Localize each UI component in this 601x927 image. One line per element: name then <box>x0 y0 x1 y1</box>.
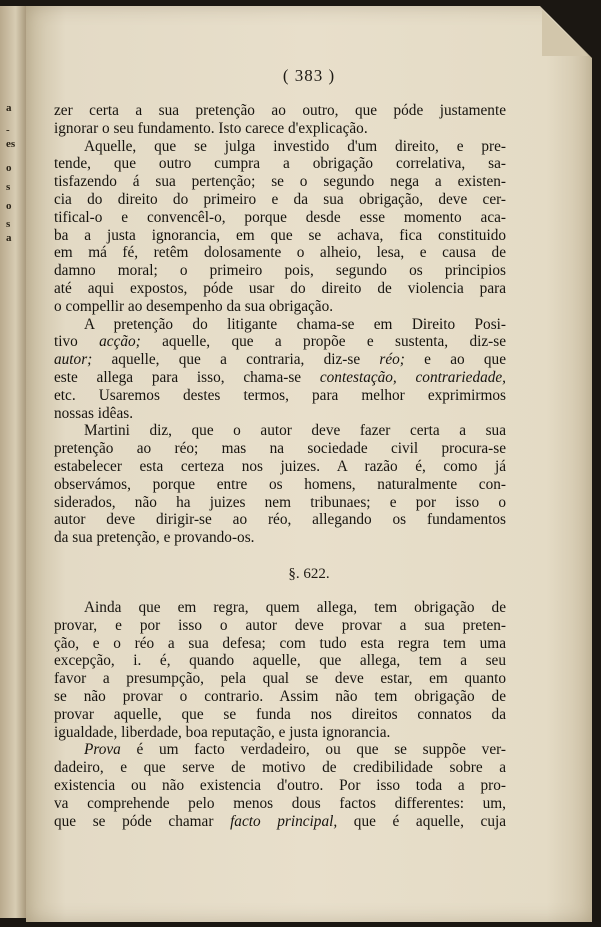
italic-term: autor; <box>54 351 93 369</box>
text-line <box>54 227 506 245</box>
text-line <box>54 155 506 173</box>
text-line <box>54 529 506 547</box>
text-run: aquelle, que a propõe e sustenta, diz-se <box>140 333 506 351</box>
text-line <box>54 138 506 156</box>
page-number: ( 383 ) <box>282 66 336 85</box>
left-margin-fragment: a <box>6 102 12 114</box>
left-margin-fragment: - <box>6 124 10 136</box>
text-line <box>54 280 506 298</box>
text-run: em má fé, retêm dolosamente o alheio, lesa, e causa de <box>54 244 506 262</box>
text-run: Martini diz, que o autor deve fazer certa a sua <box>84 422 506 440</box>
text-run: tivo <box>54 333 100 351</box>
text-line <box>54 387 506 405</box>
text-run: pretenção ao réo; mas na sociedade civil procura-se <box>54 440 506 458</box>
text-run: se não provar o contrario. Assim não tem obrigação de <box>54 687 506 705</box>
text-run: existencia ou não existencia d'outro. Por isso toda a pro- <box>54 776 506 794</box>
text-run: aquelle, que a contraria, diz-se <box>92 351 380 369</box>
text-line <box>54 777 506 795</box>
italic-term: facto principal, <box>230 812 338 830</box>
italic-term: contestação, contrariedade, <box>319 368 507 386</box>
text-line <box>54 244 506 262</box>
text-line <box>54 316 506 334</box>
text-run: provar aquelle, que se funda nos direitos connatos da <box>54 705 506 723</box>
text-run: que é aquelle, cuja <box>337 812 507 830</box>
text-run: estabelecer esta certeza nos juizes. A razão é, como já <box>54 457 506 475</box>
text-run: tende, que outro cumpra a obrigação correlativa, sa- <box>54 155 506 173</box>
text-run: nossas idêas. <box>54 404 134 422</box>
text-run: até aqui expostos, póde usar do direito de violencia para <box>54 279 506 297</box>
text-run: va comprehende pelo menos dous factos differentes: um, <box>54 794 506 812</box>
text-line <box>54 599 506 617</box>
text-run: dadeiro, e que serve de motivo de credibilidade sobre a <box>54 759 506 777</box>
text-run: tifical-o e convencêl-o, porque desde esse momento aca- <box>54 208 506 226</box>
text-run: Ainda que em regra, quem allega, tem obrigação de <box>84 599 506 616</box>
text-line <box>54 813 506 831</box>
text-run: da sua pretenção, e provando-os. <box>54 529 255 547</box>
text-run: o compellir ao desempenho da sua obrigação. <box>54 297 334 315</box>
left-margin-fragment: es <box>6 138 16 150</box>
text-run: é um facto verdadeiro, ou que se suppõe ver- <box>120 741 506 759</box>
text-line <box>54 173 506 191</box>
left-margin-fragment: s <box>6 218 11 230</box>
left-margin-fragment: s <box>6 181 11 193</box>
text-line <box>54 405 506 423</box>
text-line <box>54 476 506 494</box>
text-line <box>54 102 506 120</box>
text-line <box>54 298 506 316</box>
text-run: excepção, i. é, quando aquelle, que allega, tem a seu <box>54 652 506 670</box>
text-run: siderados, não ha juizes nem tribunaes; e por isso o <box>54 493 506 511</box>
text-line <box>54 706 506 724</box>
text-line <box>54 670 506 688</box>
page-corner-fold <box>542 10 588 56</box>
text-run: igualdade, liberdade, boa reputação, e justa ignorancia. <box>54 723 391 741</box>
text-line <box>54 511 506 529</box>
italic-term: acção; <box>99 333 141 351</box>
text-run: damno moral; o primeiro pois, segundo os principios <box>54 262 506 280</box>
text-line <box>54 688 506 706</box>
text-line <box>54 369 506 387</box>
left-margin-fragment: o <box>6 162 12 174</box>
text-line <box>54 724 506 742</box>
left-margin-fragment: o <box>6 200 12 212</box>
text-run: Aquelle, que se julga investido d'um direito, e pre- <box>84 137 506 155</box>
text-block-2 <box>54 599 506 830</box>
text-run: ção, e o réo a sua defesa; com tudo esta regra tem uma <box>54 634 506 652</box>
text-run: etc. Usaremos destes termos, para melhor exprimirmos <box>54 386 506 404</box>
text-run: provar, e por isso o autor deve provar a sua preten- <box>54 616 506 634</box>
text-run: zer certa a sua pretenção ao outro, que póde justamente <box>54 102 506 119</box>
text-run: que se póde chamar <box>54 812 231 830</box>
text-run: ignorar o seu fundamento. Isto carece d'explicação. <box>54 119 368 137</box>
text-line <box>54 120 506 138</box>
italic-term: réo; <box>379 351 405 369</box>
text-line <box>54 635 506 653</box>
text-line <box>54 741 506 759</box>
text-line <box>54 333 506 351</box>
text-line <box>54 191 506 209</box>
text-run: observámos, porque entre os homens, naturalmente con- <box>54 475 506 493</box>
text-run: e ao que <box>404 351 506 369</box>
text-line <box>54 422 506 440</box>
text-run: ba a justa ignorancia, em que se achava, fica constituido <box>54 226 506 244</box>
text-line <box>54 617 506 635</box>
text-run: A pretenção do litigante chama-se em Direito Posi- <box>84 315 506 333</box>
text-line <box>54 795 506 813</box>
text-run: favor a presumpção, pela qual se deve estar, em quanto <box>54 670 506 688</box>
text-run: autor deve dirigir-se ao réo, allegando os fundamentos <box>54 511 506 529</box>
text-line <box>54 351 506 369</box>
text-block-1 <box>54 102 506 547</box>
text-line <box>54 652 506 670</box>
book-page <box>26 6 592 922</box>
text-run: cia do direito do primeiro e da sua obrigação, deve cer- <box>54 190 506 208</box>
text-run: este allega para isso, chama-se <box>54 368 320 386</box>
left-margin-fragment: a <box>6 232 12 244</box>
text-line <box>54 209 506 227</box>
text-run: tisfazendo á sua pertenção; se o segundo nega a existen- <box>54 173 506 191</box>
text-line <box>54 440 506 458</box>
left-page-edge <box>0 6 26 918</box>
text-line <box>54 494 506 512</box>
italic-term: Prova <box>84 741 121 759</box>
section-heading: §. 622. <box>288 566 330 582</box>
text-line <box>54 458 506 476</box>
text-line <box>54 759 506 777</box>
text-line <box>54 262 506 280</box>
